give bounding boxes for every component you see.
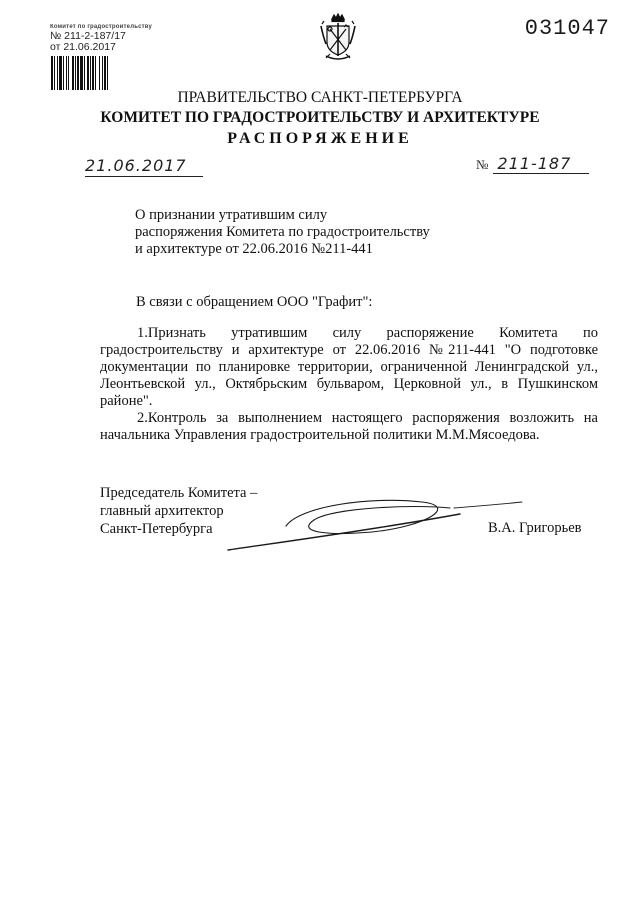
subject-line: распоряжения Комитета по градостроительству	[135, 224, 430, 240]
order-paragraph-2: 2.Контроль за выполнением настоящего распоряжения возложить на начальника Управления градостроительной политики М.М.Мясоедова.	[100, 410, 598, 443]
subject-line: О признании утратившим силу	[135, 207, 328, 223]
stamp-reg-date: от 21.06.2017	[50, 41, 116, 53]
stamp-reg-number: № 211-2-187/17	[50, 30, 126, 42]
committee-title: КОМИТЕТ ПО ГРАДОСТРОИТЕЛЬСТВУ И АРХИТЕКТУРЕ	[100, 109, 540, 126]
stamp-header: Комитет по градостроительству	[50, 24, 153, 30]
number-sign: №	[476, 157, 490, 172]
order-number-block	[476, 154, 594, 174]
coat-of-arms-icon	[318, 12, 358, 62]
preamble: В связи с обращением ООО "Графит":	[136, 294, 373, 310]
signer-title-line: Председатель Комитета –	[100, 485, 258, 501]
signer-name: В.А. Григорьев	[488, 520, 582, 536]
registration-stamp	[50, 24, 153, 90]
signer-title-line: главный архитектор	[100, 503, 224, 519]
document-serial-number: 031047	[524, 16, 610, 41]
document-type-title: РАСПОРЯЖЕНИЕ	[227, 130, 413, 147]
order-paragraph-1: 1.Признать утратившим силу распоряжение Комитета по градостроительству и архитектуре от 22.06.2016 №211-441 "О подготовке документации по планировке территории, ограниченной Ленинградской ул., Леонтьевской ул., Октябрьским бульваром, Церковной ул., в Пушкинском районе".	[100, 325, 598, 409]
signer-title-line: Санкт-Петербурга	[100, 521, 213, 537]
handwritten-signature	[222, 492, 532, 554]
barcode	[50, 56, 140, 90]
order-number: 211-187	[493, 154, 589, 174]
subject-line: и архитектуре от 22.06.2016 №211-441	[135, 241, 373, 257]
government-title: ПРАВИТЕЛЬСТВО САНКТ-ПЕТЕРБУРГА	[177, 89, 463, 106]
order-subject	[135, 207, 465, 258]
order-date: 21.06.2017	[85, 156, 203, 177]
